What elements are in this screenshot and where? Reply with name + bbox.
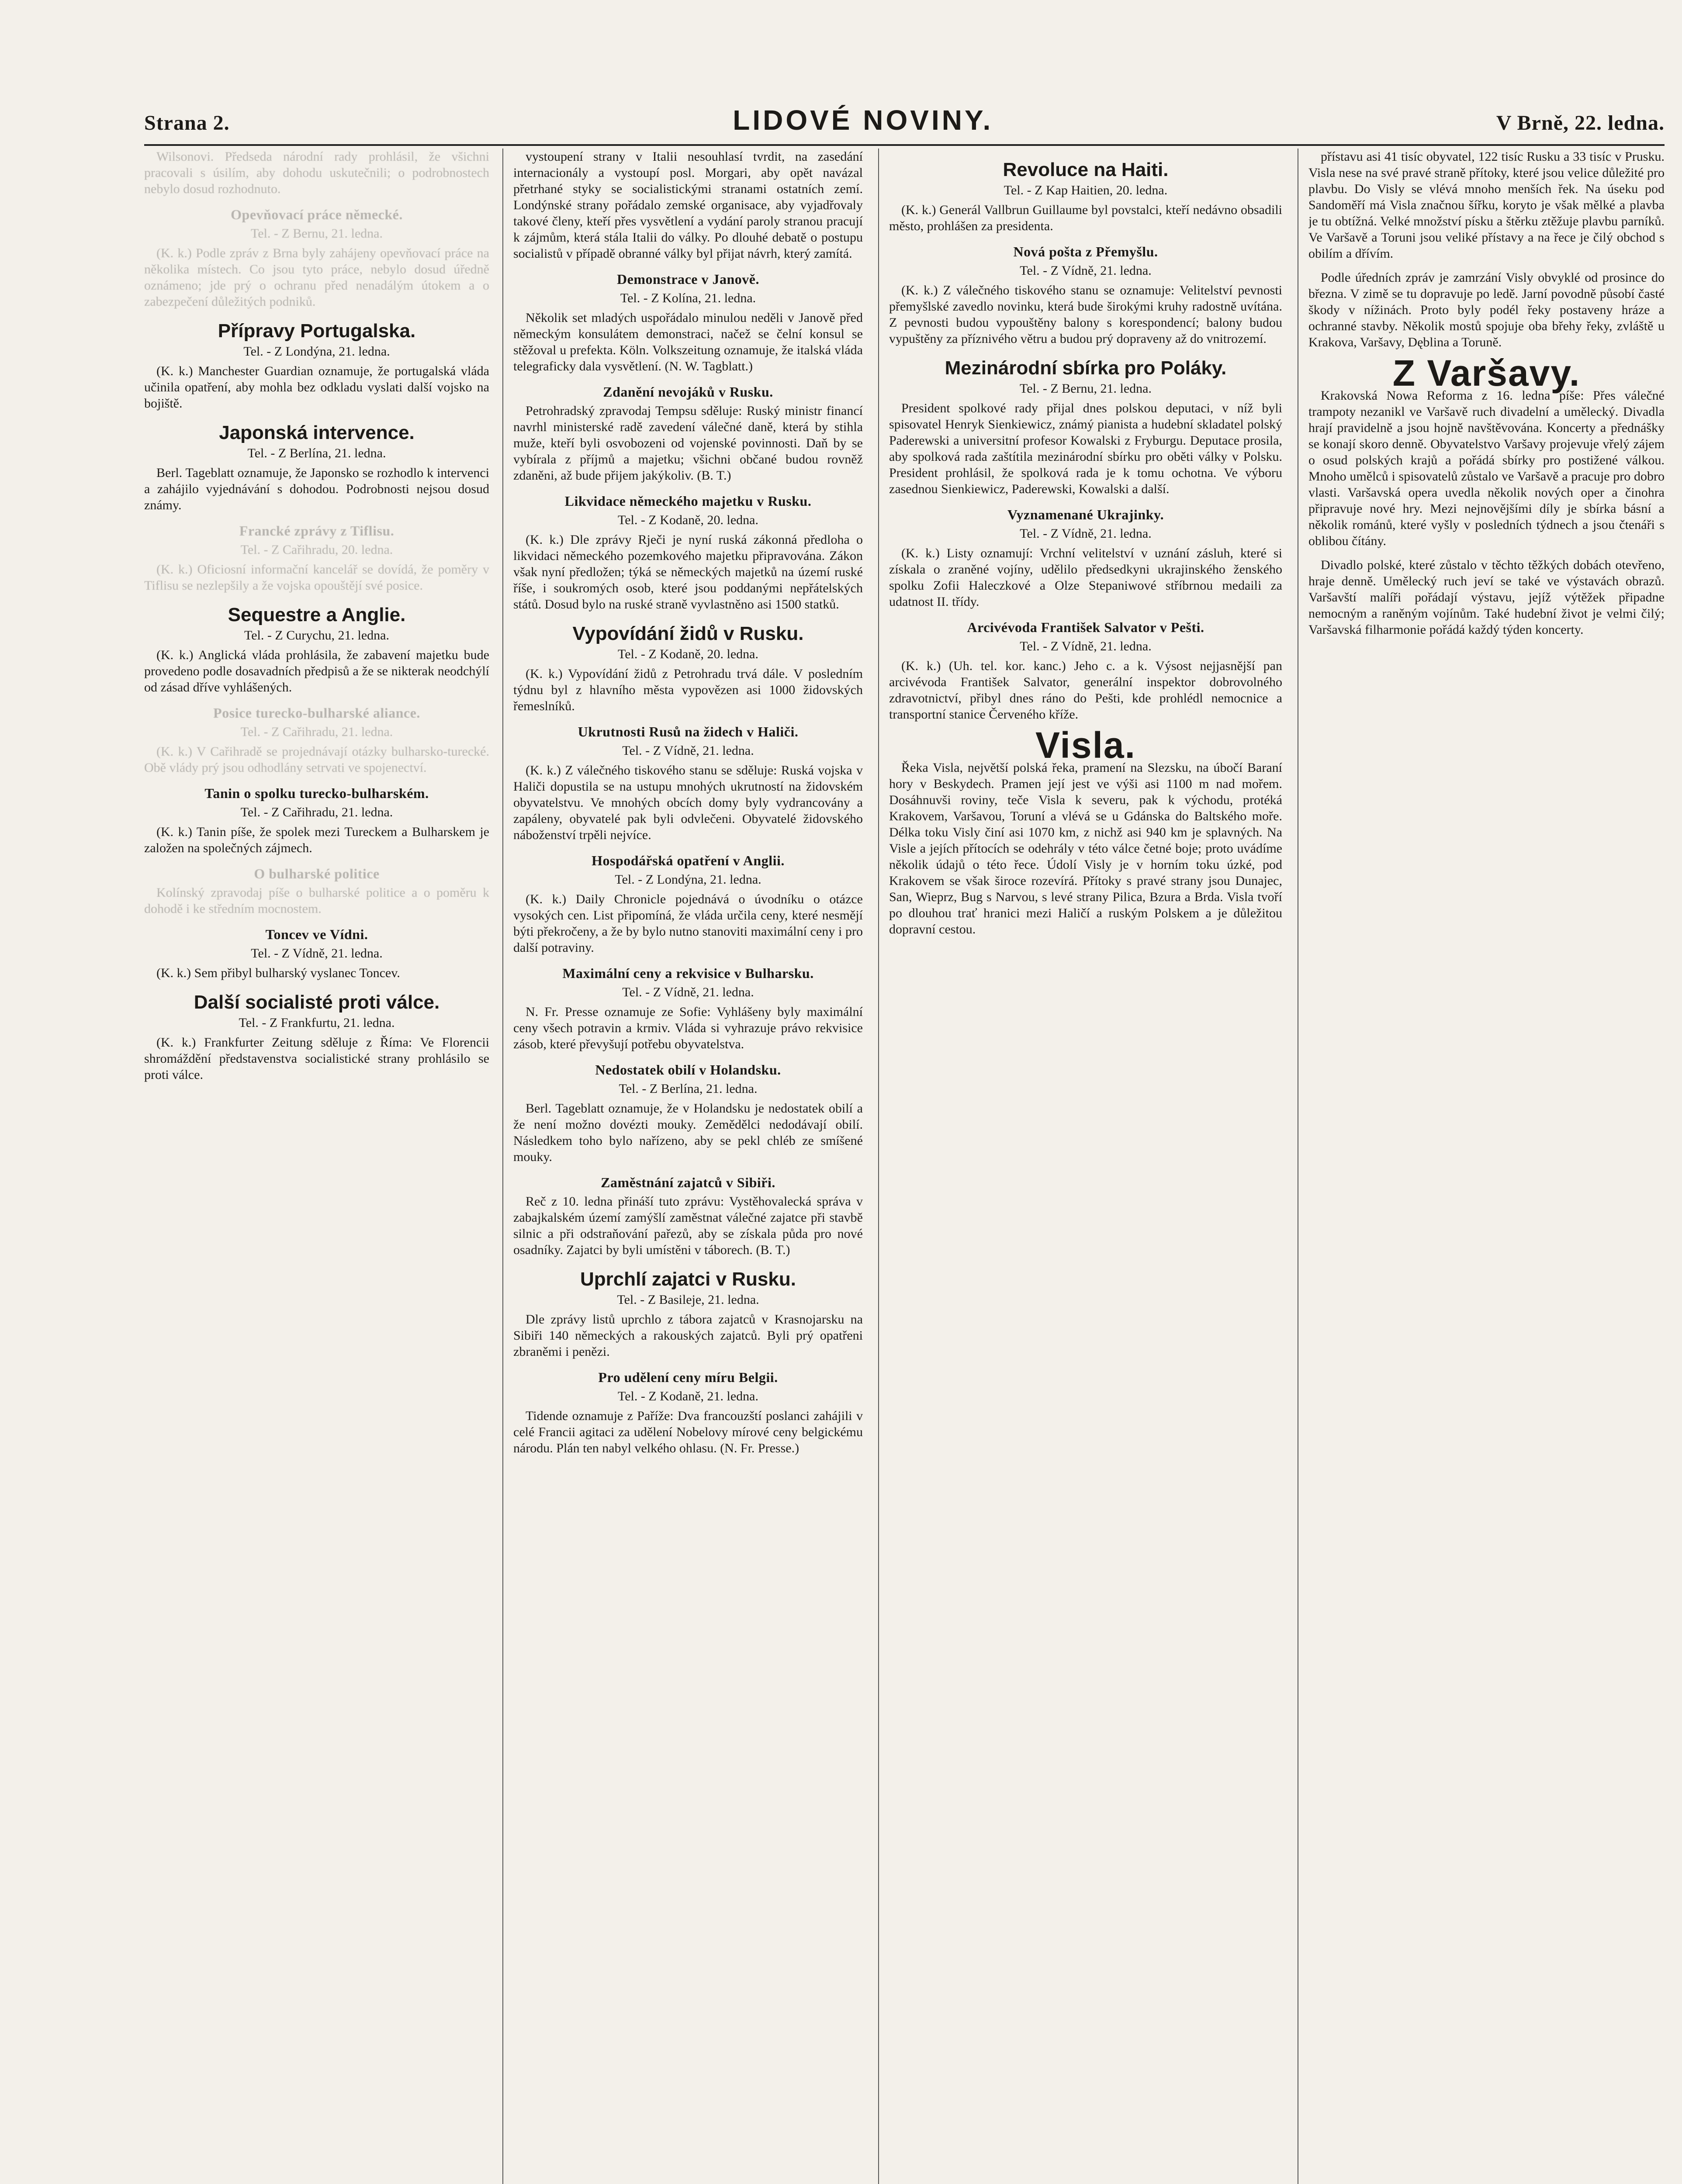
- article-dateline: Tel. - Z Vídně, 21. ledna.: [622, 743, 754, 758]
- article-body: (K. k.) Oficiosní informační kancelář se dovídá, že poměry v Tiflisu se nezlepšily a že vojska opouštějí své posice.: [144, 562, 489, 593]
- article-body: Divadlo polské, které zůstalo v těchto těžkých dobách otevřeno, hraje denně. Umělecký ruch jeví se také ve výstavách obrazů. Varšavští malíři pořádají výstavu, jejíž výtěžek připadne nemocným a raněným vojínům. Také hudební život je velmi čilý; Varšavská filharmonie pořádá každý týden koncerty.: [1308, 558, 1665, 637]
- article-dateline: Tel. - Z Vídně, 21. ledna.: [1020, 639, 1152, 653]
- article: [889, 357, 1282, 497]
- article-body: (K. k.) Z válečného tiskového stanu se sděluje: Ruská vojska v Haliči dopustila se na ustupu mnohých ukrutností na židovském obyvatelstvu. Ve mnohých obcích domy byly vydrancovány a zapáleny, obyvatelé pak byli odvlečeni. Obyvatelé židovského náboženství trpěli nejvíce.: [513, 763, 863, 842]
- page-header: [144, 104, 1665, 143]
- article-headline: Vypovídání židů v Rusku.: [572, 623, 804, 644]
- article-dateline: Tel. - Z Kodaně, 20. ledna.: [618, 513, 758, 527]
- article-headline: Revoluce na Haiti.: [1003, 159, 1169, 180]
- article: [513, 493, 863, 612]
- masthead: LIDOVÉ NOVINY.: [733, 104, 993, 136]
- article-headline: Japonská intervence.: [219, 422, 415, 443]
- article-dateline: Tel. - Z Kap Haitien, 20. ledna.: [1004, 183, 1168, 197]
- article: [144, 523, 489, 594]
- article-body: (K. k.) Dle zprávy Rječi je nyní ruská zákonná předloha o likvidaci německého pozemkového majetku připravována. Zákon však nyní předložen; týká se německých majetků na území ruské říše, i soukromých osob, které jsou poddanými nepřátelských států. Dosud bylo na ruské straně vyvlastněno asi 1500 statků.: [513, 532, 863, 612]
- article-body: Řeka Visla, největší polská řeka, pramení na Slezsku, na úbočí Baraní hory v Beskydech. Pramen její jest ve výši asi 1100 m nad mořem. Dosáhnuvši roviny, teče Visla k severu, pak k východu, protéká Krakovem, Varšavou, Toruní a vlévá se u Gdánska do Baltského moře. Délka toku Visly činí asi 1070 km, z nichž asi 940 km je splavných. Na Visle a jejích přítocích se odehrály v této válce četné boje; proto uvádíme několik údajů o této řece. Údolí Visly je v horním toku úzké, pod Krakovem se však široce rozevírá. Přítoky s pravé strany jsou Dunajec, San, Wieprz, Bug s Narvou, s levé strany Pilica, Bzura a Brda. Visla tvoří po dlouhou trať hranici mezi Haličí a ruským Polskem a je důležitou dopravní cestou.: [889, 760, 1282, 936]
- article: [513, 724, 863, 843]
- article: [144, 604, 489, 695]
- article-dateline: Tel. - Z Bernu, 21. ledna.: [1020, 381, 1152, 396]
- article-body: (K. k.) Generál Vallbrun Guillaume byl povstalci, kteří nedávno obsadili město, prohlášen za presidenta.: [889, 203, 1282, 233]
- article-body: Podle úředních zpráv je zamrzání Visly obvyklé od prosince do března. V zimě se tu dopravuje po ledě. Jarní povodně působí časté škody v nížinách. Proto byly podél řeky postaveny hráze a ochranné stavby. Několik mostů spojuje oba břehy řeky, zvláště u Krakova, Varšavy, Dęblina a Toruně.: [1308, 270, 1665, 349]
- article-headline: Přípravy Portugalska.: [218, 320, 416, 342]
- article-headline: Mezinárodní sbírka pro Poláky.: [945, 357, 1227, 379]
- article-dateline: Tel. - Z Kodaně, 20. ledna.: [618, 647, 758, 661]
- article-headline: Francké zprávy z Tiflisu.: [239, 523, 395, 539]
- article-headline: Zaměstnání zajatců v Sibiři.: [601, 1175, 775, 1190]
- article-headline: Arcivévoda František Salvator v Pešti.: [967, 619, 1204, 635]
- article-body: N. Fr. Presse oznamuje ze Sofie: Vyhlášeny byly maximální ceny všech potravin a krmiv. Vláda si vyhrazuje právo rekvisice zásob, které převyšují potřebu obyvatelstva.: [513, 1005, 863, 1051]
- article: [513, 965, 863, 1052]
- article: [1308, 270, 1665, 350]
- article: [513, 1369, 863, 1456]
- column-divider: [878, 149, 879, 2184]
- article-body: Petrohradský zpravodaj Tempsu sděluje: Ruský ministr financí navrhl ministerské radě zavedení válečné daně, která by stihla muže, kteří byli osvobozeni od vojenské povinnosti. Daň by se vybírala z příjmů a majetku; všichni občané budou rovněž zdaněni, až bude přijem jakýkoliv. (B. T.): [513, 404, 863, 483]
- column-1: [144, 149, 489, 2184]
- article: [513, 625, 863, 714]
- article: [889, 507, 1282, 610]
- article-dateline: Tel. - Z Kodaně, 21. ledna.: [618, 1389, 758, 1403]
- article-dateline: Tel. - Z Vídně, 21. ledna.: [622, 985, 754, 999]
- article-body: (K. k.) Frankfurter Zeitung sděluje z Říma: Ve Florencii shromáždění představenstva socialistické strany prohlásilo se proti válce.: [144, 1035, 489, 1082]
- article: [889, 619, 1282, 722]
- article-dateline: Tel. - Z Bernu, 21. ledna.: [251, 226, 383, 241]
- article-body: Krakovská Nowa Reforma z 16. ledna píše: Přes válečné trampoty nezanikl ve Varšavě ruch divadelní a umělecký. Divadla hrají pravidelně a jsou hojně navštěvována. Koncerty a přednášky se konají skoro denně. Obyvatelstvo Varšavy projevuje vřelý zájem o osud polských krajů a pořádá sbírky pro postižené válkou. Mnoho umělců i spisovatelů zůstalo ve Varšavě a pracuje pro dobro vlasti. Varšavská opera uvedla několik nových oper a činohra připravuje nové hry. Mezi nejnovějšími díly je sbírka básní a několik románů, které vyšly v posledních týdnech a jsou čtenáři s oblibou čítány.: [1308, 388, 1665, 548]
- article-body: Berl. Tageblatt oznamuje, že v Holandsku je nedostatek obilí a že není možno dovézti mouky. Zemědělci nedodávají obilí. Následkem toho bylo nařízeno, aby se pekl chléb ze smíšené mouky.: [513, 1101, 863, 1164]
- article-headline: Z Varšavy.: [1392, 352, 1581, 394]
- article-headline: Toncev ve Vídni.: [265, 926, 368, 942]
- article-dateline: Tel. - Z Londýna, 21. ledna.: [615, 872, 761, 887]
- article-body: vystoupení strany v Italii nesouhlasí tvrdit, na zasedání internacionály a vystoupí posl. Morgari, aby opět navázal přetrhané styky se socialistickými stranami ostatních zemí. Londýnské strany pořádalo zemské organisace, aby vyjadřovaly takové členy, kteří přes vysvětlení a vydání paroly stranou pracují k zájmům, která stála Italii do války. Po dlouhé debatě o postupu socialistů v případě obranné války byl přijat návrh, který zamítá.: [513, 149, 863, 261]
- article: [513, 1175, 863, 1258]
- article-body: (K. k.) Manchester Guardian oznamuje, že portugalská vláda učinila opatření, aby mohla bez odkladu vyslati další vojsko na bojiště.: [144, 364, 489, 411]
- article-dateline: Tel. - Z Berlína, 21. ledna.: [619, 1082, 758, 1096]
- article-dateline: Tel. - Z Londýna, 21. ledna.: [243, 344, 390, 359]
- article: [1308, 352, 1665, 549]
- article-dateline: Tel. - Z Cařihradu, 21. ledna.: [240, 805, 393, 819]
- article-headline: Tanin o spolku turecko-bulharském.: [204, 785, 429, 801]
- article-body: (K. k.) Listy oznamují: Vrchní velitelství v uznání zásluh, které si získala o zraněné vojíny, udělilo předsedkyni ukrajinského ženského spolku Zofii Haleczkové a Olze Stepaniwové stříbrnou medaili za udatnost II. třídy.: [889, 546, 1282, 609]
- dateline: V Brně, 22. ledna.: [1496, 111, 1665, 135]
- article-headline: Ukrutnosti Rusů na židech v Haliči.: [578, 724, 799, 740]
- article-headline: Opevňovací práce německé.: [231, 207, 403, 222]
- page-number: Strana 2.: [144, 111, 230, 135]
- article: [513, 1062, 863, 1165]
- article-body: Tidende oznamuje z Paříže: Dva francouzští poslanci zahájili v celé Francii agitaci za udělení Nobelovy mírové ceny belgickému národu. Plán ten nabyl velkého ohlasu. (N. Fr. Presse.): [513, 1409, 863, 1455]
- article-headline: Likvidace německého majetku v Rusku.: [564, 493, 812, 509]
- column-3: [889, 149, 1282, 2184]
- article-headline: Vyznamenané Ukrajinky.: [1007, 507, 1164, 522]
- article-headline: O bulharské politice: [254, 866, 380, 881]
- article-headline: Pro udělení ceny míru Belgii.: [598, 1369, 778, 1385]
- article-dateline: Tel. - Z Berlína, 21. ledna.: [247, 446, 386, 460]
- article-dateline: Tel. - Z Vídně, 21. ledna.: [1020, 526, 1152, 541]
- article-headline: Uprchlí zajatci v Rusku.: [580, 1268, 796, 1290]
- article: [144, 866, 489, 917]
- article-headline: Maximální ceny a rekvisice v Bulharsku.: [562, 965, 814, 981]
- article-body: Berl. Tageblatt oznamuje, že Japonsko se rozhodlo k intervenci a zahájilo vyjednávání s dohodou. Podrobnosti nejsou dosud známy.: [144, 466, 489, 512]
- article: [1308, 557, 1665, 638]
- article-dateline: Tel. - Z Vídně, 21. ledna.: [1020, 263, 1152, 278]
- column-2: [513, 149, 863, 2184]
- article: [144, 149, 489, 197]
- article: [513, 384, 863, 484]
- article-body: (K. k.) Tanin píše, že spolek mezi Tureckem a Bulharskem je založen na společných zájmech.: [144, 825, 489, 855]
- article-headline: Visla.: [1035, 725, 1136, 766]
- article-headline: Zdanění nevojáků v Rusku.: [603, 384, 773, 400]
- article-headline: Další socialisté proti válce.: [194, 992, 440, 1013]
- article: [513, 149, 863, 262]
- article-body: (K. k.) Sem přibyl bulharský vyslanec Toncev.: [156, 966, 400, 980]
- column-divider: [502, 149, 503, 2184]
- article-body: přístavu asi 41 tisíc obyvatel, 122 tisíc Rusku a 33 tisíc v Prusku. Visla nese na své pravé straně přítoky, které jsou velice důležité pro plavbu. Do Visly se vlévá mnoho menších řek. Na úseku pod Sandoměří má Visla značnou šířku, koryto je však mělké a plavba je tu obtížná. Velké množství písku a štěrku ztěžuje plavbu parníků. Ve Varšavě a Toruni jsou veliké přístavy a na řece je čilý obchod s obilím a dřívím.: [1308, 149, 1665, 261]
- article-body: Wilsonovi. Předseda národní rady prohlásil, že všichni pracovali s úsilím, aby dohodu uskutečnili; o podrobnostech nebylo dosud rozhodnuto.: [144, 149, 489, 196]
- article-body: Několik set mladých uspořádalo minulou neděli v Janově před německým konsulátem demonstraci, načež se čelní konsul se stěžoval u prefekta. Köln. Volkszeitung oznamuje, že italská vláda telegraficky dala vysvětlení. (N. W. Tagblatt.): [513, 311, 863, 373]
- article-dateline: Tel. - Z Curychu, 21. ledna.: [244, 628, 389, 643]
- article-body: Kolínský zpravodaj píše o bulharské politice a o poměru k dohodě i ke středním mocnostem.: [144, 885, 489, 916]
- article-body: (K. k.) Z válečného tiskového stanu se oznamuje: Velitelství pevnosti přemyšlské zavedlo novinku, která bude širokými kruhy radostně uvítána. Z pevnosti budou vypouštěny balony s korespondencí; balony budou vypuštěny za příznivého větru a budou prý dopraveny až do vnitrozemí.: [889, 283, 1282, 346]
- article-body: President spolkové rady přijal dnes polskou deputaci, v níž byli spisovatel Henryk Sienkiewicz, známý pianista a hudební skladatel polský Paderewski a universitní profesor Kowalski z Fryburgu. Deputace prosila, aby spolková rada zaštítila mezinárodní sbírku pro oběti války v Polsku. President prohlásil, že spolková rada je k tomu ochotna. Ve výboru zasednou Sienkiewicz, Paderewski, Kowalski a další.: [889, 401, 1282, 496]
- article: [889, 244, 1282, 347]
- article-dateline: Tel. - Z Basileje, 21. ledna.: [617, 1292, 759, 1307]
- article-body: (K. k.) (Uh. tel. kor. kanc.) Jeho c. a k. Výsost nejjasnější pan arcivévoda František Salvator, generální inspektor dobrovolného zdravotnictví, přibyl dnes ráno do Pešti, kde prohlédl nemocnice a transportní stanice Červeného kříže.: [889, 659, 1282, 722]
- article-dateline: Tel. - Z Frankfurtu, 21. ledna.: [239, 1016, 395, 1030]
- article: [144, 705, 489, 776]
- article-dateline: Tel. - Z Cařihradu, 20. ledna.: [240, 543, 393, 557]
- article: [889, 725, 1282, 937]
- article-body: Dle zprávy listů uprchlo z tábora zajatců v Krasnojarsku na Sibiři 140 německých a rakouských zajatců. Byli prý opatřeni zbraněmi i penězi.: [513, 1312, 863, 1359]
- article: [1308, 149, 1665, 262]
- article: [144, 994, 489, 1083]
- article-dateline: Tel. - Z Kolína, 21. ledna.: [620, 291, 756, 305]
- article-body: Reč z 10. ledna přináší tuto zprávu: Vystěhovalecká správa v zabajkalském území zamýšlí zaměstnat válečné zajatce při stavbě silnic a při odstraňování pařezů, aby se získala půda pro nové osadníky. Zajatci by byli umístěni v táborech. (B. T.): [513, 1194, 863, 1257]
- article: [144, 320, 489, 411]
- article: [144, 207, 489, 310]
- article-headline: Posice turecko-bulharské aliance.: [213, 705, 420, 721]
- article-body: (K. k.) Vypovídání židů z Petrohradu trvá dále. V posledním týdnu byl z hlavního města vypovězen asi 1000 židovských řemeslníků.: [513, 667, 863, 713]
- article: [513, 1268, 863, 1360]
- article-headline: Nedostatek obilí v Holandsku.: [595, 1062, 781, 1078]
- column-4: [1308, 149, 1665, 2184]
- article-body: (K. k.) Anglická vláda prohlásila, že zabavení majetku bude provedeno podle dosavadních předpisů a že se nikterak neodchýlí od zásad dříve vyhlášených.: [144, 648, 489, 695]
- article: [889, 159, 1282, 234]
- article: [513, 853, 863, 956]
- article-headline: Sequestre a Anglie.: [228, 604, 406, 625]
- article-headline: Hospodářská opatření v Anglii.: [592, 853, 785, 868]
- article-body: (K. k.) Podle zpráv z Brna byly zahájeny opevňovací práce na několika místech. Co jsou tyto práce, nebylo dosud úředně oznámeno; jde prý o ochranu před nenadálým útokem a o zabezpečení důležitých podniků.: [144, 246, 489, 309]
- article-body: (K. k.) V Cařihradě se projednávají otázky bulharsko-turecké. Obě vlády prý jsou odhodlány setrvati ve spojenectví.: [144, 744, 489, 775]
- article-dateline: Tel. - Z Vídně, 21. ledna.: [251, 946, 383, 961]
- article-body: (K. k.) Daily Chronicle pojednává o úvodníku o otázce vysokých cen. List připomíná, že vláda určila ceny, které nesmějí býti překročeny, a že by bylo nutno stanoviti maximální ceny i pro další potraviny.: [513, 892, 863, 955]
- article: [144, 785, 489, 856]
- article: [144, 926, 489, 981]
- article-headline: Demonstrace v Janově.: [617, 271, 759, 287]
- article-dateline: Tel. - Z Cařihradu, 21. ledna.: [240, 725, 393, 739]
- article-headline: Nová pošta z Přemyšlu.: [1013, 244, 1158, 259]
- article: [513, 271, 863, 374]
- header-rule: [144, 144, 1665, 146]
- article: [144, 422, 489, 513]
